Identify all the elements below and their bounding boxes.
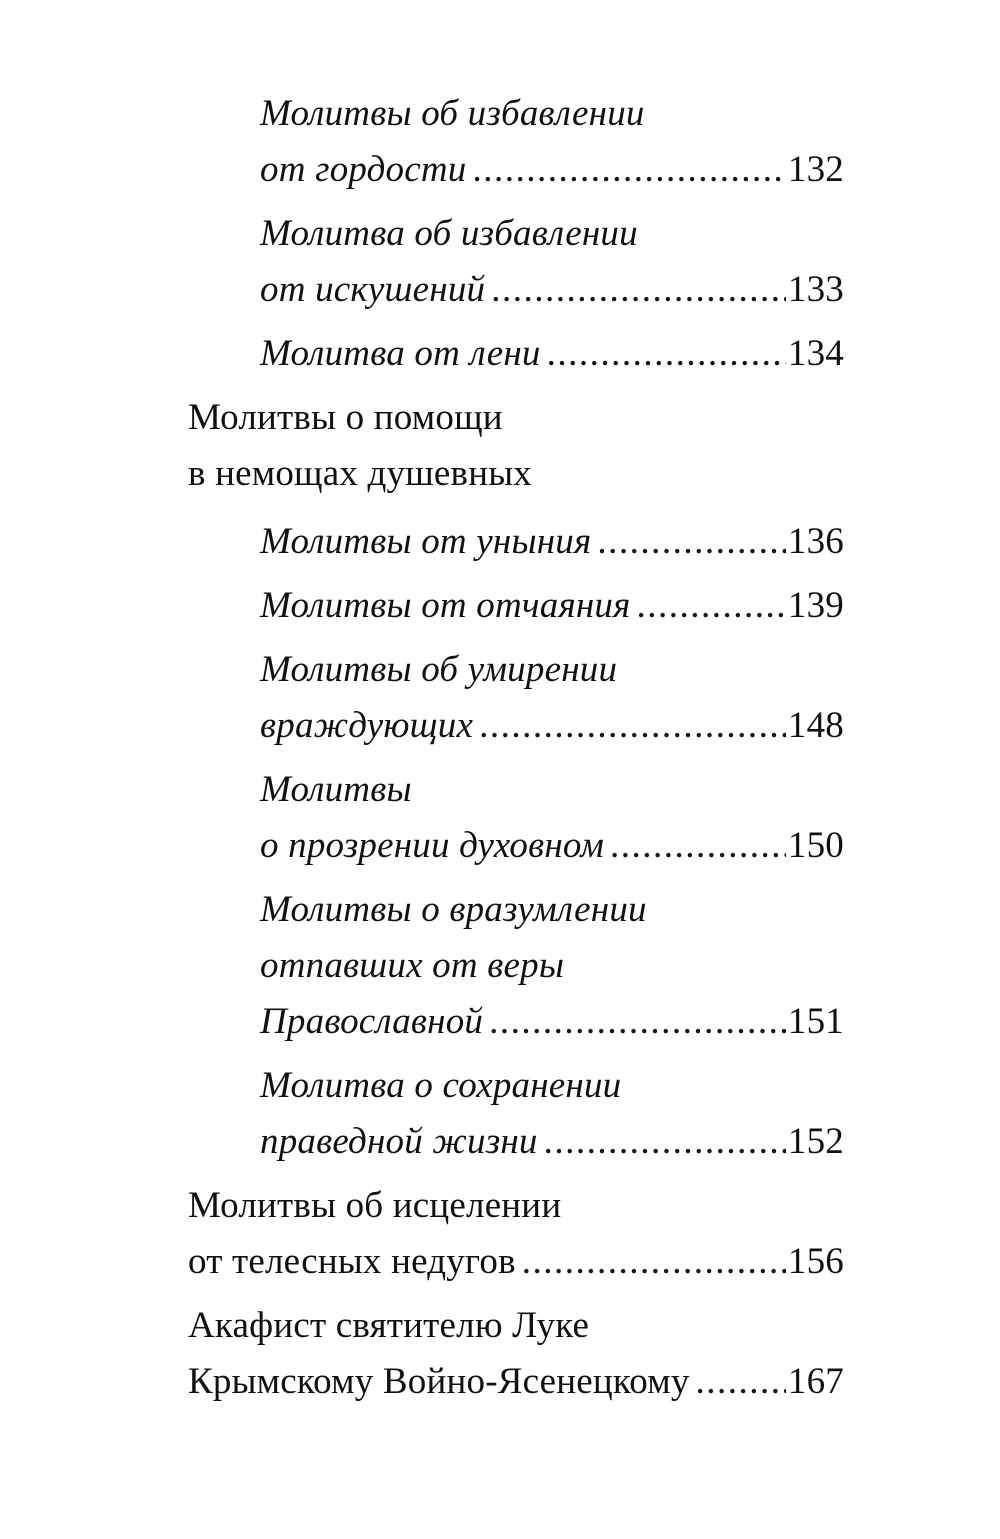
toc-entry-line: Акафист святителю Луке: [188, 1305, 590, 1346]
toc-entry-line: от искушений ..... 133: [260, 262, 844, 318]
toc-entry[interactable]: [260, 1058, 844, 1170]
page-number: 139: [787, 585, 844, 626]
leader-dots: [479, 698, 786, 754]
leader-dots: [544, 1114, 786, 1170]
page-number: 136: [787, 521, 844, 562]
toc-entry-line: Молитвы о вразумлении: [260, 889, 647, 930]
toc-entry-line: Молитвы об исцелении: [188, 1185, 562, 1226]
page-number: 148: [787, 705, 844, 746]
toc-entry[interactable]: [260, 642, 844, 754]
page-number: 152: [787, 1121, 844, 1162]
table-of-contents: [188, 86, 844, 1410]
page-number: 133: [787, 269, 844, 310]
leader-dots: [489, 994, 786, 1050]
toc-entry[interactable]: [260, 86, 844, 198]
toc-entry[interactable]: [260, 326, 844, 382]
toc-entry-line: Молитвы о помощи: [188, 397, 503, 438]
toc-entry-line: о прозрении духовном ..... 150: [260, 818, 844, 874]
toc-entry[interactable]: [260, 578, 844, 634]
leader-dots: [547, 326, 786, 382]
leader-dots: [597, 514, 786, 570]
leader-dots: [696, 1354, 786, 1410]
toc-entry[interactable]: [260, 514, 844, 570]
leader-dots: [491, 262, 786, 318]
toc-entry-line: Молитва о сохранении: [260, 1065, 622, 1106]
toc-section-heading: [188, 390, 844, 502]
toc-entry-line: от гордости ..... 132: [260, 142, 844, 198]
leader-dots: [637, 578, 786, 634]
page-number: 151: [787, 1001, 844, 1042]
leader-dots: [472, 142, 785, 198]
toc-entry[interactable]: [260, 762, 844, 874]
leader-dots: [610, 818, 786, 874]
page-number: 150: [787, 825, 844, 866]
toc-entry-line: Молитвы об умирении: [260, 649, 618, 690]
toc-entry[interactable]: [260, 882, 844, 1050]
toc-entry-line: враждующих ..... 148: [260, 698, 844, 754]
toc-entry-line: отпавших от веры: [260, 945, 565, 986]
toc-entry[interactable]: [188, 1298, 844, 1410]
toc-entry-line: Молитвы об избавлении: [260, 93, 645, 134]
toc-entry[interactable]: [260, 206, 844, 318]
leader-dots: [522, 1234, 786, 1290]
page-number: 167: [787, 1361, 844, 1402]
toc-entry-line: Молитвы от уныния ..... 136: [260, 514, 844, 570]
toc-entry-line: от телесных недугов ..... 156: [188, 1234, 844, 1290]
toc-entry-line: праведной жизни ..... 152: [260, 1114, 844, 1170]
toc-entry-line: Православной ..... 151: [260, 994, 844, 1050]
toc-entry[interactable]: [188, 1178, 844, 1290]
toc-entry-line: Молитва от лени ..... 134: [260, 326, 844, 382]
toc-entry-line: Молитва об избавлении: [260, 213, 638, 254]
toc-entry-line: Молитвы: [260, 769, 412, 810]
page-number: 134: [787, 333, 844, 374]
toc-entry-line: Молитвы от отчаяния ..... 139: [260, 578, 844, 634]
toc-entry-line: Крымскому Войно-Ясенецкому ..... 167: [188, 1354, 844, 1410]
page-number: 132: [787, 149, 844, 190]
page-number: 156: [787, 1241, 844, 1282]
toc-entry-line: в немощах душевных: [188, 453, 532, 494]
